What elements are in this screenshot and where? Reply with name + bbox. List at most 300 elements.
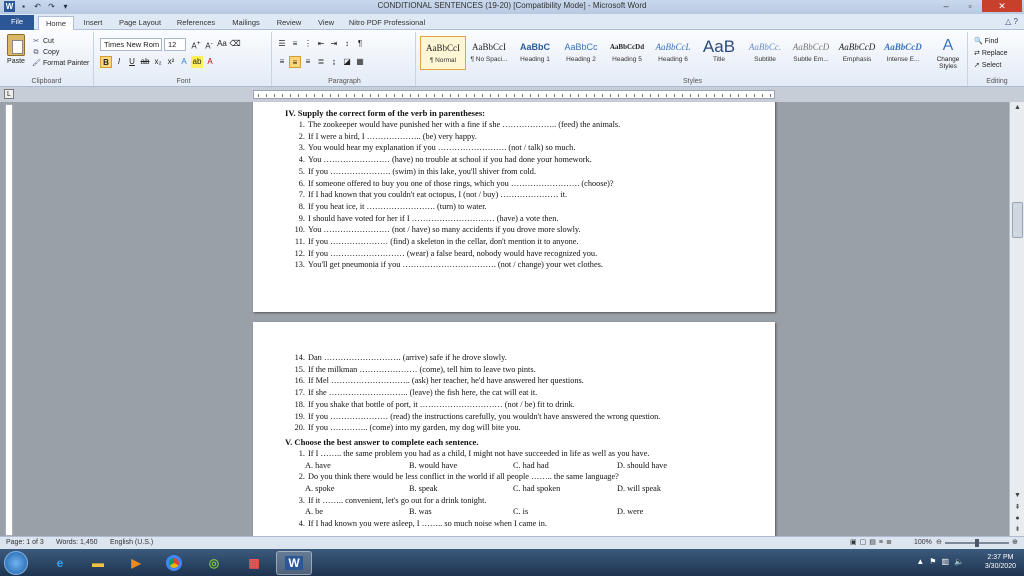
ruler-tick <box>762 94 763 97</box>
draft-view-icon[interactable]: ≣ <box>885 539 892 546</box>
ruler-tick <box>490 94 491 97</box>
style-name: ¶ No Spaci... <box>470 56 508 63</box>
window-title: CONDITIONAL SENTENCES (19-20) [Compatibility Mode] - Microsoft Word <box>377 1 647 10</box>
format-painter-label: Format Painter <box>43 60 90 67</box>
exercise-item <box>285 448 755 460</box>
item-number: 18. <box>294 399 305 409</box>
paragraph-group <box>274 32 416 86</box>
style-preview: AaBbCcL <box>655 42 691 52</box>
tab-home[interactable]: Home <box>38 16 74 30</box>
strikethrough-button[interactable]: ab <box>140 57 150 66</box>
tab-references[interactable]: References <box>176 18 216 27</box>
exercise-item <box>285 201 755 213</box>
volume-icon[interactable]: 🔈 <box>954 557 964 566</box>
ruler-tick <box>578 94 579 97</box>
ruler-tick <box>770 94 771 97</box>
item-number: 12. <box>294 248 305 258</box>
exercise-item <box>285 387 755 399</box>
ruler-tick <box>386 94 387 97</box>
ruler-tick <box>498 94 499 97</box>
save-icon[interactable]: ▪ <box>22 2 25 11</box>
increase-indent-icon[interactable]: ⇥ <box>330 39 338 48</box>
language-indicator[interactable]: English (U.S.) <box>110 539 154 546</box>
ruler-tick <box>690 94 691 97</box>
maximize-button[interactable]: ▫ <box>968 1 972 11</box>
clipboard-group-label: Clipboard <box>31 78 62 85</box>
ruler-tick <box>346 94 347 97</box>
item-text: The zookeeper would have punished her with a fine if she ……………….. (feed) the animals. <box>308 120 621 129</box>
tab-page-layout[interactable]: Page Layout <box>118 18 162 27</box>
outline-view-icon[interactable]: ≡ <box>878 539 883 546</box>
exercise-item <box>285 471 755 483</box>
scrollbar-thumb[interactable] <box>1012 202 1023 238</box>
tab-selector[interactable]: L <box>4 89 14 99</box>
cursor-icon: ➚ <box>974 62 980 69</box>
ruler-tick <box>306 94 307 97</box>
exercise-item <box>285 375 755 387</box>
status-bar <box>0 536 1024 549</box>
ruler-tick <box>602 94 603 97</box>
ruler-tick <box>610 94 611 97</box>
ruler-tick <box>746 94 747 97</box>
start-button[interactable] <box>4 551 28 575</box>
cut-button[interactable] <box>32 36 89 47</box>
shading-icon[interactable]: ◪ <box>343 57 351 66</box>
decrease-indent-icon[interactable]: ⇤ <box>317 39 325 48</box>
change-styles-icon: A <box>942 37 954 54</box>
item-text: You would hear my explanation if you ……………………. (not / talk) so much. <box>308 143 576 153</box>
ruler-tick <box>394 94 395 97</box>
style-preview: AaB <box>702 37 736 56</box>
ribbon <box>0 30 1024 87</box>
style-intense-emphasis[interactable] <box>880 36 926 70</box>
scissors-icon: ✂ <box>33 37 39 45</box>
highlight-button[interactable]: ab <box>192 57 202 66</box>
exercise-item <box>285 399 755 411</box>
ruler-tick <box>378 94 379 97</box>
style-preview: AaBbCc. <box>748 42 782 52</box>
exercise-item <box>285 213 755 225</box>
item-text: If I had known that you couldn't eat octopus, I (not / buy) ………………… it. <box>308 190 568 200</box>
item-number: 7. <box>298 190 305 200</box>
tab-mailings[interactable]: Mailings <box>232 18 260 27</box>
exercise-item <box>285 142 755 154</box>
item-text: If you ………….. (come) into my garden, my dog will bite you. <box>308 423 521 433</box>
clock-date: 3/30/2020 <box>984 563 1016 570</box>
answer-option: D. should have <box>617 460 668 470</box>
replace-button[interactable] <box>974 48 1008 60</box>
chrome-icon[interactable] <box>156 551 192 575</box>
answer-options <box>285 483 755 495</box>
ruler-tick <box>642 94 643 97</box>
exercise-item <box>285 119 755 131</box>
format-painter-button[interactable] <box>32 58 89 69</box>
styles-group-label: Styles <box>682 78 703 85</box>
item-number: 16. <box>294 376 305 386</box>
change-styles-button[interactable] <box>930 36 966 70</box>
answer-option: C. is <box>513 507 529 517</box>
item-number: 1. <box>298 120 305 129</box>
paste-icon <box>7 34 25 56</box>
ruler-tick <box>402 94 403 97</box>
style-name: Title <box>712 56 726 63</box>
tab-review[interactable]: Review <box>276 18 302 27</box>
web-layout-view-icon[interactable]: ▤ <box>869 539 876 546</box>
editing-group-label: Editing <box>986 78 1008 85</box>
change-styles-label: Change Styles <box>936 56 960 70</box>
format-painter-icon: 🖌 <box>32 59 41 67</box>
subscript-button[interactable]: x₂ <box>154 57 162 66</box>
find-button[interactable] <box>974 36 1008 48</box>
item-text: If I …….. the same problem you had as a child, I might not have succeeded in life as well as you have. <box>308 448 650 458</box>
view-buttons <box>850 537 892 549</box>
vertical-scrollbar[interactable] <box>1009 102 1024 536</box>
item-number: 4. <box>298 155 305 165</box>
style-name: Emphasis <box>842 56 872 63</box>
answer-option: B. would have <box>409 460 458 470</box>
justify-icon[interactable]: ≣ <box>317 57 325 66</box>
font-group <box>96 32 272 86</box>
document-area <box>14 102 1009 536</box>
undo-icon[interactable]: ↶ <box>34 2 41 11</box>
style-heading-6[interactable] <box>650 36 696 70</box>
item-number: 15. <box>294 364 305 374</box>
style-heading-5[interactable] <box>604 36 650 70</box>
next-page-icon[interactable]: ⇟ <box>1014 526 1021 533</box>
item-text: You'll get pneumonia if you ……………………………. (not / change) your wet clothes. <box>308 260 603 270</box>
ruler-tick <box>466 94 467 97</box>
clipboard-group <box>0 32 94 86</box>
full-screen-view-icon[interactable]: ▢ <box>859 539 867 546</box>
select-label: Select <box>981 62 1002 69</box>
style-normal[interactable] <box>420 36 466 70</box>
horizontal-ruler[interactable] <box>253 90 775 99</box>
style-name: Heading 1 <box>520 56 550 63</box>
ruler-tick <box>626 94 627 97</box>
style-name: ¶ Normal <box>429 57 457 64</box>
zoom-slider-knob[interactable] <box>975 539 979 547</box>
italic-button[interactable]: I <box>117 57 121 66</box>
ruler-tick <box>418 94 419 97</box>
style-title[interactable] <box>696 36 742 70</box>
word-app-icon[interactable]: W <box>5 2 14 11</box>
ruler-tick <box>650 94 651 97</box>
show-formatting-icon[interactable]: ¶ <box>357 39 363 48</box>
item-number: 11. <box>294 237 305 247</box>
ruler-tick <box>354 94 355 97</box>
answer-option: B. speak <box>409 484 438 494</box>
item-number: 2. <box>298 472 305 482</box>
answer-option: C. had had <box>513 460 549 470</box>
system-tray <box>916 557 964 566</box>
file-explorer-icon[interactable]: ▬ <box>92 556 104 570</box>
select-button[interactable] <box>974 60 1008 72</box>
numbering-icon[interactable]: ≡ <box>292 39 298 48</box>
item-text: You …………………… (have) no trouble at school if you had done your homework. <box>308 155 592 165</box>
style-heading-2[interactable] <box>558 36 604 70</box>
window-controls <box>934 0 1022 12</box>
item-text: If you ……………………… (wear) a false beard, nobody would have recognized you. <box>308 248 598 258</box>
text-effects-button[interactable]: A <box>181 57 187 66</box>
taskbar <box>0 549 1024 576</box>
ruler-tick <box>266 94 267 97</box>
answer-option: D. were <box>617 507 644 517</box>
align-left-icon[interactable]: ≡ <box>279 57 285 66</box>
paste-button[interactable] <box>4 34 28 65</box>
exercise-item <box>285 495 755 507</box>
zoom-in-icon[interactable]: ⊕ <box>1012 539 1018 546</box>
network-icon[interactable]: ▥ <box>941 557 950 566</box>
scroll-down-icon[interactable]: ▼ <box>1014 492 1021 499</box>
word-taskbar-icon[interactable]: W <box>276 551 312 575</box>
font-size-select[interactable]: 12 <box>164 38 186 51</box>
answer-option: D. will speak <box>617 484 662 494</box>
exercise-item <box>285 422 755 434</box>
word-count[interactable]: Words: 1,450 <box>56 539 98 546</box>
item-text: If the milkman ………………… (come), tell him to leave two pints. <box>308 364 536 374</box>
ruler-tick <box>258 94 259 97</box>
item-text: I should have voted for her if I ………………………… (have) a vote then. <box>308 213 559 223</box>
ruler-tick <box>410 94 411 97</box>
item-text: If I were a bird, I ……………….. (be) very happy. <box>308 131 477 141</box>
answer-option: C. had spoken <box>513 484 561 494</box>
flag-icon[interactable]: ⚑ <box>929 557 937 566</box>
ruler-tick <box>362 94 363 97</box>
font-color-button[interactable]: A <box>207 57 213 66</box>
style-preview: AaBbCcD <box>884 42 922 52</box>
answer-options <box>285 460 755 472</box>
media-player-icon[interactable]: ▶ <box>131 556 141 570</box>
ruler-tick <box>514 94 515 97</box>
exercise-item <box>285 364 755 376</box>
print-layout-view-icon[interactable]: ▣ <box>850 539 857 546</box>
page-2[interactable] <box>253 322 775 536</box>
ruler-tick <box>530 94 531 97</box>
page-count[interactable]: Page: 1 of 3 <box>6 539 44 546</box>
ruler-tick <box>546 94 547 97</box>
select-browse-object-icon[interactable]: ● <box>1015 515 1020 522</box>
title-bar <box>0 0 1024 14</box>
exercise-item <box>285 352 755 364</box>
ruler-tick <box>714 94 715 97</box>
item-number: 3. <box>298 495 305 505</box>
copy-label: Copy <box>43 49 60 56</box>
ruler-tick <box>522 94 523 97</box>
item-number: 5. <box>298 166 305 176</box>
item-number: 19. <box>294 411 305 421</box>
item-number: 14. <box>294 353 305 362</box>
sort-icon[interactable]: ↕ <box>345 39 349 48</box>
internet-explorer-icon[interactable]: e <box>56 556 64 570</box>
close-button[interactable]: ✕ <box>982 0 1022 12</box>
exercise-item <box>285 178 755 190</box>
ruler-tick <box>298 94 299 97</box>
exercise-item <box>285 189 755 201</box>
answer-option: A. have <box>305 460 331 470</box>
style-emphasis[interactable] <box>834 36 880 70</box>
item-number: 8. <box>298 201 305 211</box>
ruler-tick <box>554 94 555 97</box>
superscript-button[interactable]: x² <box>167 57 175 66</box>
multilevel-list-icon[interactable]: ⋮ <box>304 39 312 48</box>
exercise-item <box>285 131 755 143</box>
align-right-icon[interactable]: ≡ <box>305 57 311 66</box>
ruler-tick <box>754 94 755 97</box>
ruler-tick <box>322 94 323 97</box>
styles-group <box>418 32 968 86</box>
style-preview: AaBbCcI <box>472 42 506 52</box>
ruler-tick <box>314 94 315 97</box>
scroll-up-icon[interactable]: ▲ <box>1014 104 1021 111</box>
ruler-tick <box>458 94 459 97</box>
ruler-tick <box>730 94 731 97</box>
redo-icon[interactable]: ↷ <box>48 2 55 11</box>
style-preview: AaBbC <box>519 42 550 52</box>
ruler-tick <box>698 94 699 97</box>
item-text: If someone offered to buy you one of those rings, which you ……………………. (choose)? <box>308 178 614 188</box>
find-label: Find <box>984 38 999 45</box>
zoom-out-icon[interactable]: ⊖ <box>936 539 942 546</box>
help-icon[interactable]: △ ? <box>1005 17 1018 26</box>
ruler-tick <box>450 94 451 97</box>
copy-button[interactable] <box>32 47 89 58</box>
item-number: 6. <box>298 178 305 188</box>
ruler-tick <box>706 94 707 97</box>
app-red-icon[interactable]: ▦ <box>248 556 260 570</box>
clock-time: 2:37 PM <box>987 554 1014 561</box>
center-icon[interactable]: ≡ <box>289 56 301 68</box>
ruler-tick <box>282 94 283 97</box>
ruler-tick <box>722 94 723 97</box>
style-heading-1[interactable] <box>512 36 558 70</box>
style-preview: AaBbCc <box>564 42 598 52</box>
exercise-item <box>285 518 755 530</box>
shrink-font-button[interactable]: A- <box>205 40 213 51</box>
tab-file[interactable]: File <box>0 15 34 30</box>
borders-icon[interactable]: ▦ <box>356 57 364 66</box>
font-name-select[interactable]: Times New Rom <box>100 38 162 51</box>
ribbon-tabs <box>0 14 1024 30</box>
ruler-tick <box>634 94 635 97</box>
ruler-tick <box>682 94 683 97</box>
zoom-level[interactable]: 100% <box>914 539 932 546</box>
ruler-tick <box>482 94 483 97</box>
style-no-spacing[interactable] <box>466 36 512 70</box>
replace-label: Replace <box>981 50 1008 57</box>
tab-insert[interactable]: Insert <box>83 18 103 27</box>
exercise-item <box>285 236 755 248</box>
exercise-item <box>285 259 755 271</box>
style-preview: AaBbCcD <box>792 42 830 52</box>
item-number: 17. <box>294 388 305 398</box>
style-subtitle[interactable] <box>742 36 788 70</box>
item-text: If she ……………………….. (leave) the fish here, the cat will eat it. <box>308 388 538 398</box>
exercise-item <box>285 411 755 423</box>
item-text: If you ………………… (read) the instructions carefully, you wouldn't have answered the wrong question. <box>308 411 661 421</box>
bullets-icon[interactable]: ☰ <box>278 39 286 48</box>
underline-button[interactable]: U <box>129 57 135 66</box>
ruler-tick <box>658 94 659 97</box>
page-1[interactable] <box>253 102 775 312</box>
style-subtle-emphasis[interactable] <box>788 36 834 70</box>
ruler-tick <box>738 94 739 97</box>
previous-page-icon[interactable]: ⇞ <box>1014 504 1021 511</box>
exercise-item <box>285 248 755 260</box>
ruler-tick <box>370 94 371 97</box>
change-case-button[interactable]: Aa <box>217 39 227 48</box>
style-preview: AaBbCcI <box>426 43 460 53</box>
answer-option: B. was <box>409 507 432 517</box>
grow-font-button[interactable]: A+ <box>191 40 201 51</box>
item-number: 13. <box>294 260 305 270</box>
item-text: You …………………… (not / have) so many accidents if you drove more slowly. <box>308 225 581 235</box>
ruler-tick <box>434 94 435 97</box>
item-text: If you ………………… (find) a skeleton in the cellar, don't mention it to anyone. <box>308 237 579 247</box>
ruler-tick <box>586 94 587 97</box>
minimize-button[interactable]: – <box>943 1 949 11</box>
ruler-tick <box>666 94 667 97</box>
app-green-icon[interactable]: ◎ <box>208 556 220 570</box>
ruler-tick <box>506 94 507 97</box>
ruler-tick <box>618 94 619 97</box>
exercise-item <box>285 154 755 166</box>
ruler-tick <box>594 94 595 97</box>
ruler-tick <box>426 94 427 97</box>
item-text: If I had known you were asleep, I …….. so much noise when I came in. <box>308 519 547 529</box>
item-text: Dan ………………………. (arrive) safe if he drove slowly. <box>308 353 507 362</box>
style-preview: AaBbCcDd <box>609 43 645 51</box>
line-spacing-icon[interactable]: ↨ <box>332 57 336 66</box>
ruler-tick <box>442 94 443 97</box>
vertical-ruler <box>5 104 13 536</box>
customize-qat-icon[interactable]: ▾ <box>63 2 68 11</box>
ruler-area <box>0 87 1024 102</box>
tab-nitro-pdf[interactable]: Nitro PDF Professional <box>348 18 426 27</box>
zoom-slider[interactable] <box>945 542 1009 544</box>
answer-options <box>285 506 755 518</box>
tab-view[interactable]: View <box>317 18 335 27</box>
answer-option: A. spoke <box>305 484 335 494</box>
item-number: 1. <box>298 448 305 458</box>
ruler-tick <box>338 94 339 97</box>
item-number: 10. <box>294 225 305 235</box>
binoculars-icon: 🔍 <box>974 38 983 45</box>
exercise-item <box>285 166 755 178</box>
ruler-tick <box>538 94 539 97</box>
ruler-tick <box>330 94 331 97</box>
clear-formatting-button[interactable]: ⌫ <box>229 39 241 48</box>
clock[interactable] <box>985 553 1016 571</box>
item-text: If you heat ice, it ……………………. (turn) to water. <box>308 201 487 211</box>
item-number: 9. <box>298 213 305 223</box>
answer-option: A. be <box>305 507 323 517</box>
copy-icon: ⧉ <box>33 48 39 56</box>
ruler-tick <box>290 94 291 97</box>
show-hidden-icons-icon[interactable]: ▲ <box>916 557 925 566</box>
bold-button[interactable]: B <box>100 56 112 68</box>
style-name: Heading 2 <box>566 56 596 63</box>
editing-group <box>970 32 1024 86</box>
item-number: 20. <box>294 423 305 433</box>
style-name: Intense E... <box>886 56 920 63</box>
item-text: If Mel ……………………….. (ask) her teacher, he'd have answered her questions. <box>308 376 584 386</box>
style-name: Subtitle <box>754 56 776 63</box>
exercise-item <box>285 224 755 236</box>
ruler-tick <box>562 94 563 97</box>
item-text: If you shake that bottle of port, it ………………………… (not / be) fit to drink. <box>308 399 575 409</box>
font-group-label: Font <box>176 78 191 85</box>
style-name: Subtle Em... <box>793 56 829 63</box>
